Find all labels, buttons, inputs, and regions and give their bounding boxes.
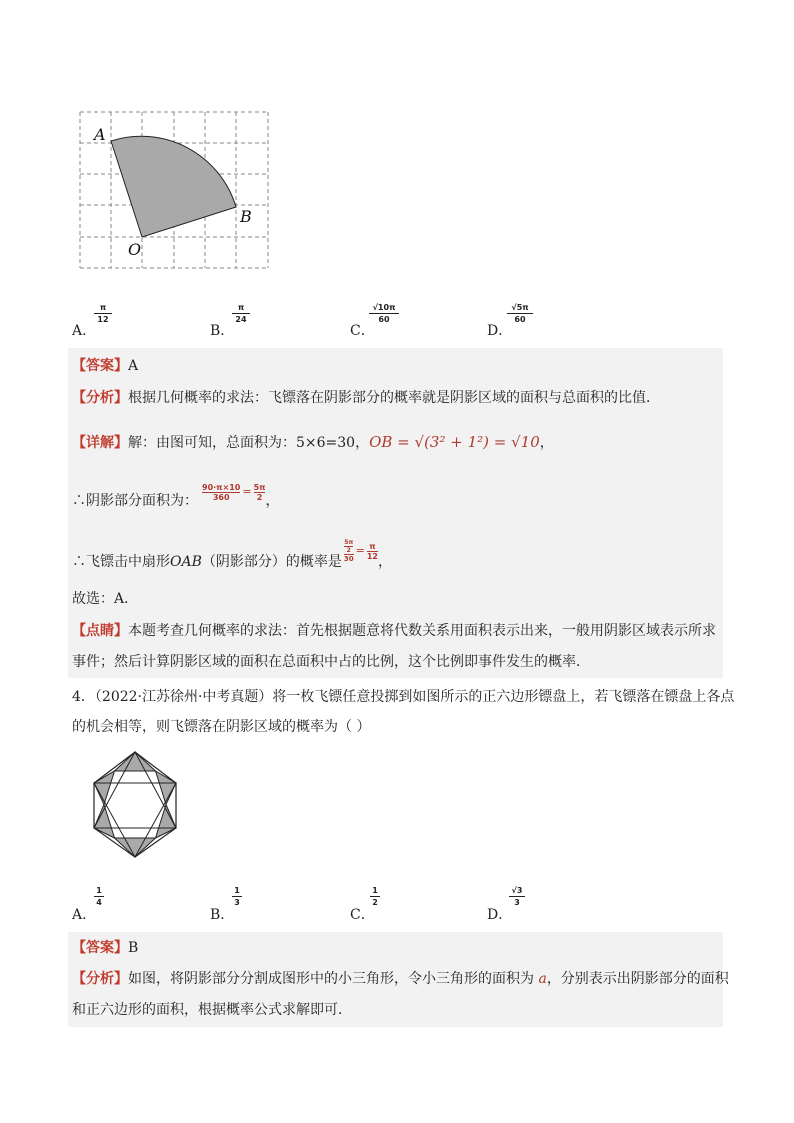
prob-denominator: 30 (343, 554, 354, 563)
q3-option-c-letter[interactable]: C． (350, 323, 375, 339)
analysis-tag: 【分析】 (72, 390, 128, 406)
area-comma: ， (265, 493, 280, 509)
numerator: π (237, 303, 245, 312)
q4-option-c-fraction (370, 886, 380, 907)
shaded-sector (111, 136, 236, 237)
numerator: 1 (96, 886, 102, 895)
area-text: ∴阴影部分面积为： (72, 493, 198, 509)
numerator: √10π (372, 303, 396, 312)
analysis-tag: 【分析】 (72, 971, 128, 987)
q4-stem-line-1: 4．（2022·江苏徐州·中考真题）将一枚飞镖任意投掷到如图所示的正六边形镖盘上，若飞镖落在镖盘上各点 (72, 689, 735, 705)
numerator: √3 (511, 886, 523, 895)
denominator: 12 (97, 315, 109, 324)
q3-comment-line-1 (72, 621, 716, 641)
q4-option-b-letter[interactable]: B． (210, 907, 235, 923)
detail-text: 解：由图可知，总面积为：5×6=30， (128, 435, 370, 451)
answer-value: B (128, 940, 139, 956)
denominator: 2 (372, 898, 378, 907)
q4-option-d-letter[interactable]: D． (487, 907, 513, 923)
comment-text-1: 本题考查几何概率的求法：首先根据题意将代数关系用面积表示出来，一般用阴影区域表示所求 (128, 623, 716, 639)
q3-option-c-fraction (369, 303, 399, 324)
answer-value: A (128, 358, 139, 374)
q3-detail-line (72, 432, 554, 453)
q3-choose-line: 故选：A． (72, 591, 139, 607)
q3-area-line (72, 470, 279, 514)
numerator: √5π (511, 303, 529, 312)
label-o: O (128, 240, 142, 259)
q3-option-d-fraction (507, 303, 533, 324)
analysis-text-1b: ，分别表示出阴影部分的面积 (546, 971, 729, 987)
comment-tag: 【点睛】 (72, 623, 128, 639)
denominator: 60 (514, 315, 526, 324)
q4-option-c-letter[interactable]: C． (350, 907, 375, 923)
area-numerator: 90·π×10 (202, 482, 241, 492)
hexagon-dartboard-figure (80, 745, 190, 865)
q3-option-d-letter[interactable]: D． (487, 323, 513, 339)
prob-result-numerator: π (369, 541, 376, 551)
sector-grid-figure (70, 100, 280, 280)
prob-inner-numerator: 5π (344, 538, 354, 546)
detail-comma: ， (539, 435, 554, 451)
prob-result-denominator: 12 (366, 551, 378, 561)
q4-option-a-fraction (94, 886, 104, 907)
answer-tag: 【答案】 (72, 940, 128, 956)
area-formula (202, 482, 265, 502)
area-result-denominator: 2 (256, 492, 263, 502)
q3-option-b-fraction (232, 303, 250, 324)
area-equals: = (242, 485, 252, 498)
analysis-text-1a: 如图，将阴影部分分割成图形中的小三角形，令小三角形的面积为 (128, 971, 539, 987)
prob-text-mid: （阴影部分）的概率是 (201, 554, 342, 570)
denominator: 4 (96, 898, 102, 907)
denominator: 60 (378, 315, 390, 324)
q4-analysis-line-2: 和正六边形的面积，根据概率公式求解即可． (72, 1002, 352, 1018)
numerator: π (99, 303, 107, 312)
q3-comment-line-2: 事件；然后计算阴影区域的面积在总面积中占的比例，这个比例即事件发生的概率． (72, 654, 590, 670)
numerator: 1 (234, 886, 240, 895)
q3-answer-line (72, 356, 138, 376)
q4-analysis-line-1 (72, 969, 729, 989)
denominator: 24 (235, 315, 247, 324)
q4-option-a-letter[interactable]: A． (72, 907, 97, 923)
label-a: A (94, 125, 106, 144)
denominator: 3 (514, 898, 520, 907)
prob-inner-denominator: 2 (346, 546, 351, 554)
label-b: B (240, 207, 252, 226)
prob-text: ∴飞镖击中扇形 (72, 554, 170, 570)
variable-a: a (538, 971, 547, 987)
numerator: 1 (372, 886, 378, 895)
answer-tag: 【答案】 (72, 358, 128, 374)
q3-option-a-letter[interactable]: A． (72, 323, 97, 339)
q3-option-b-letter[interactable]: B． (210, 323, 235, 339)
prob-formula (344, 539, 378, 564)
q3-analysis-line (72, 388, 660, 408)
area-denominator: 360 (212, 492, 230, 502)
q4-option-b-fraction (232, 886, 242, 907)
prob-comma: ， (378, 554, 392, 570)
ob-formula: OB = √(3² + 1²) = √10 (369, 433, 540, 451)
q4-answer-line (72, 938, 138, 958)
q4-option-d-fraction (509, 886, 525, 907)
denominator: 3 (234, 898, 240, 907)
q3-option-a-fraction (94, 303, 112, 324)
prob-equals: = (355, 544, 365, 557)
q4-stem-line-2: 的机会相等，则飞镖落在阴影区域的概率为（ ） (72, 719, 371, 735)
area-result-numerator: 5π (253, 482, 266, 492)
detail-tag: 【详解】 (72, 435, 128, 451)
q3-probability-line (72, 527, 392, 575)
sector-name: OAB (170, 554, 202, 570)
analysis-text: 根据几何概率的求法：飞镖落在阴影部分的概率就是阴影区域的面积与总面积的比值． (128, 390, 660, 406)
